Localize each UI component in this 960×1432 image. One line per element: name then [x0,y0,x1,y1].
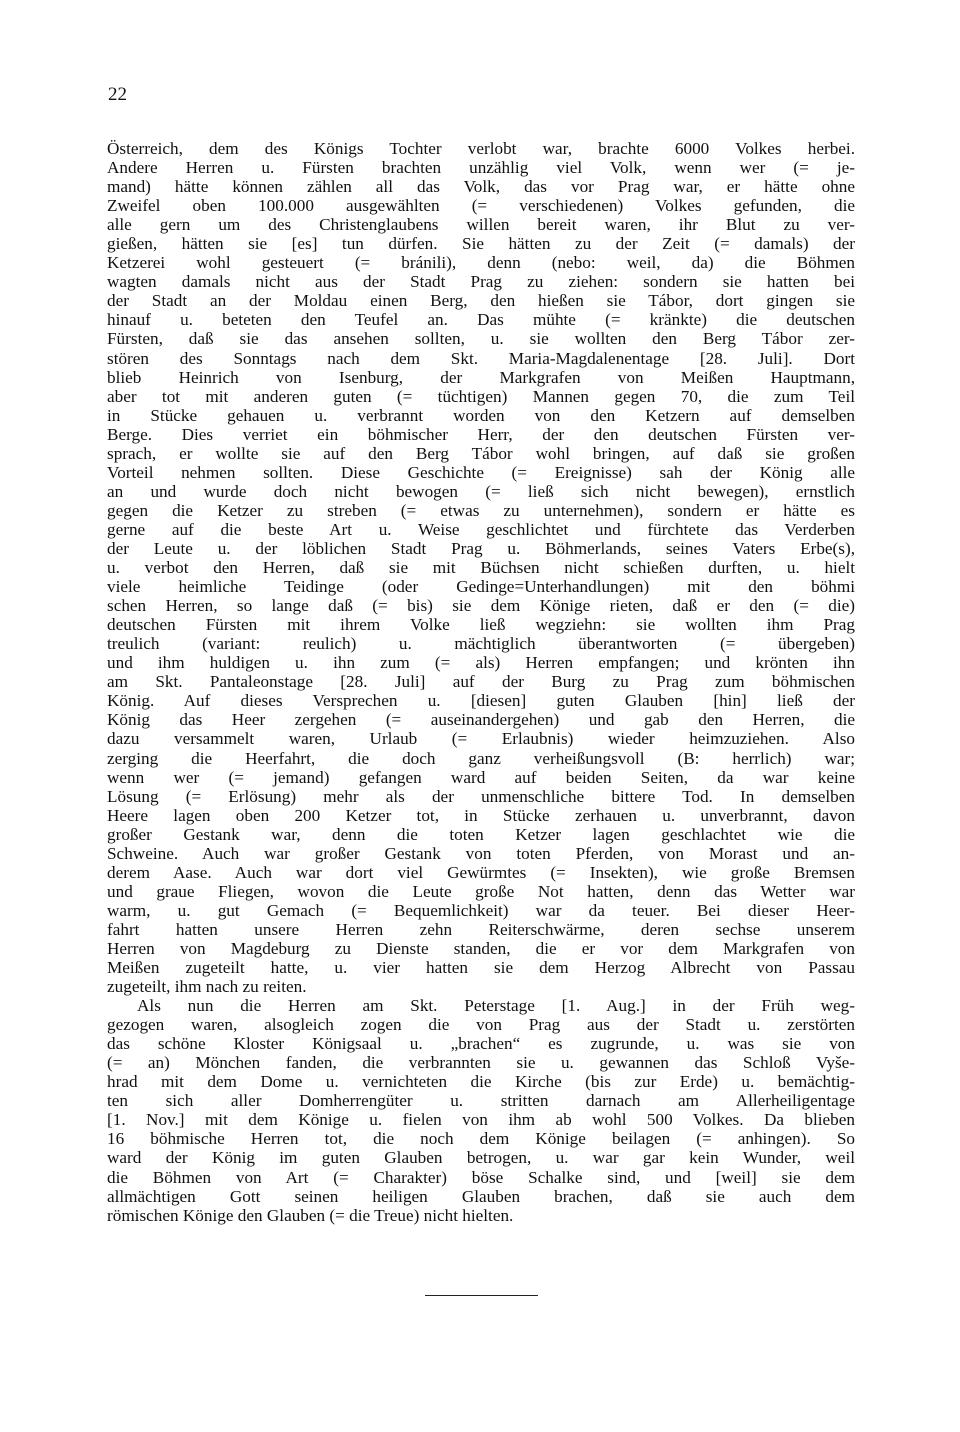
text-line: und ihm huldigen u. ihn zum (= als) Herren empfangen; und krönten ihn [107,653,855,673]
text-line: in Stücke gehauen u. verbrannt worden von den Ketzern auf demselben [107,405,855,425]
text-line: treulich (variant: reulich) u. mächtiglich überantworten (= übergeben) [107,634,855,654]
text-line: römischen Könige den Glauben (= die Treue) nicht hielten. [107,1205,514,1225]
text-line: Fürsten, daß sie das ansehen sollten, u. sie wollten den Berg Tábor zer- [107,329,855,349]
text-line: sprach, er wollte sie auf den Berg Tábor wohl bringen, auf daß sie großen [107,443,855,463]
text-line: zerging die Heerfahrt, die doch ganz verheißungsvoll (B: herrlich) war; [107,748,855,768]
text-line: Lösung (= Erlösung) mehr als der unmenschliche bittere Tod. In demselben [107,786,855,806]
text-line: hinauf u. beteten den Teufel an. Das mühte (= kränkte) die deutschen [107,310,855,330]
text-line: Schweine. Auch war großer Gestank von toten Pferden, von Morast und an- [107,843,855,863]
text-line: hrad mit dem Dome u. vernichteten die Kirche (bis zur Erde) u. bemächtig- [107,1072,855,1092]
text-line: derem Aase. Auch war dort viel Gewürmtes (= Insekten), wie große Bremsen [107,862,855,882]
text-line: dazu versammelt waren, Urlaub (= Erlaubnis) wieder heimzuziehen. Also [107,729,855,749]
text-line: blieb Heinrich von Isenburg, der Markgrafen von Meißen Hauptmann, [107,367,855,387]
text-line: alle gern um des Christenglaubens willen bereit waren, ihr Blut zu ver- [107,215,855,235]
text-line: Ketzerei wohl gesteuert (= bránili), denn (nebo: weil, da) die Böhmen [107,253,855,273]
text-line: der Stadt an der Moldau einen Berg, den hießen sie Tábor, dort gingen sie [107,291,855,311]
text-line: und graue Fliegen, wovon die Leute große Not hatten, denn das Wetter war [107,881,855,901]
text-line: aber tot mit anderen guten (= tüchtigen) Mannen gegen 70, die zum Teil [107,386,855,406]
text-line: warm, u. gut Gemach (= Bequemlichkeit) war da teuer. Bei dieser Heer- [107,900,855,920]
text-line: fahrt hatten unsere Herren zehn Reiterschwärme, deren sechse unserem [107,919,855,939]
body-text [107,139,855,1225]
text-line: Berge. Dies verriet ein böhmischer Herr, der den deutschen Fürsten ver- [107,424,855,444]
text-line: schen Herren, so lange daß (= bis) sie dem Könige rieten, daß er den (= die) [107,596,855,616]
text-line: Österreich, dem des Königs Tochter verlobt war, brachte 6000 Volkes herbei. [107,139,855,158]
text-line: gezogen waren, alsogleich zogen die von Prag aus der Stadt u. zerstörten [107,1015,855,1035]
text-line: das schöne Kloster Königsaal u. „brachen“ es zugrunde, u. was sie von [107,1034,855,1054]
text-line: Vorteil nehmen sollten. Diese Geschichte (= Ereignisse) sah der König alle [107,462,855,482]
text-line: 16 böhmische Herren tot, die noch dem Könige beilagen (= anhingen). So [107,1129,855,1149]
text-line: allmächtigen Gott seinen heiligen Glauben brachen, daß sie auch dem [107,1186,855,1206]
text-line: wagten damals nicht aus der Stadt Prag zu ziehen: sondern sie hatten bei [107,272,855,292]
text-line: zugeteilt, ihm nach zu reiten. [107,977,307,997]
text-line: ward der König im guten Glauben betrogen, u. war gar kein Wunder, weil [107,1148,855,1168]
text-line: Heere lagen oben 200 Ketzer tot, in Stücke zerhauen u. unverbrannt, davon [107,805,855,825]
text-line: großer Gestank war, denn die toten Ketzer lagen geschlachtet wie die [107,824,855,844]
text-line: wenn wer (= jemand) gefangen ward auf beiden Seiten, da war keine [107,767,855,787]
text-line: (= an) Mönchen fanden, die verbrannten sie u. gewannen das Schloß Vyše- [107,1053,855,1073]
end-rule [425,1295,538,1296]
text-line: Als nun die Herren am Skt. Peterstage [1. Aug.] in der Früh weg- [137,996,855,1016]
text-line: König. Auf dieses Versprechen u. [diesen] guten Glauben [hin] ließ der [107,691,855,711]
text-line: König das Heer zergehen (= auseinandergehen) und gab den Herren, die [107,710,855,730]
text-line: am Skt. Pantaleonstage [28. Juli] auf der Burg zu Prag zum böhmischen [107,672,855,692]
text-line: u. verbot den Herren, daß sie mit Büchsen nicht schießen durften, u. hielt [107,558,855,578]
text-line: gießen, hätten sie [es] tun dürfen. Sie hätten zu der Zeit (= damals) der [107,234,855,254]
text-line: deutschen Fürsten mit ihrem Volke ließ wegziehn: sie wollten ihm Prag [107,615,855,635]
text-line: Meißen zugeteilt hatte, u. vier hatten sie dem Herzog Albrecht von Passau [107,958,855,978]
text-line: die Böhmen von Art (= Charakter) böse Schalke sind, und [weil] sie dem [107,1167,855,1187]
text-line: Herren von Magdeburg zu Dienste standen, die er vor dem Markgrafen von [107,938,855,958]
text-line: ten sich aller Domherrengüter u. stritten darnach am Allerheiligentage [107,1091,855,1111]
text-line: Zweifel oben 100.000 ausgewählten (= verschiedenen) Volkes gefunden, die [107,196,855,216]
text-line: Andere Herren u. Fürsten brachten unzählig viel Volk, wenn wer (= je- [107,158,855,178]
text-line: viele heimliche Teidinge (oder Gedinge=Unterhandlungen) mit den böhmi [107,577,855,597]
text-line: an und wurde doch nicht bewogen (= ließ sich nicht bewegen), ernstlich [107,481,855,501]
page-number: 22 [108,84,127,105]
text-line: [1. Nov.] mit dem Könige u. fielen von ihm ab wohl 500 Volkes. Da blieben [107,1110,855,1130]
text-line: gegen die Ketzer zu streben (= etwas zu unternehmen), sondern er hätte es [107,500,855,520]
text-line: stören des Sonntags nach dem Skt. Maria-Magdalenentage [28. Juli]. Dort [107,348,855,368]
text-line: mand) hätte können zählen all das Volk, das vor Prag war, er hätte ohne [107,177,855,197]
text-line: gerne auf die beste Art u. Weise geschlichtet und fürchtete das Verderben [107,519,855,539]
text-line: der Leute u. der löblichen Stadt Prag u. Böhmerlands, seines Vaters Erbe(s), [107,538,855,558]
